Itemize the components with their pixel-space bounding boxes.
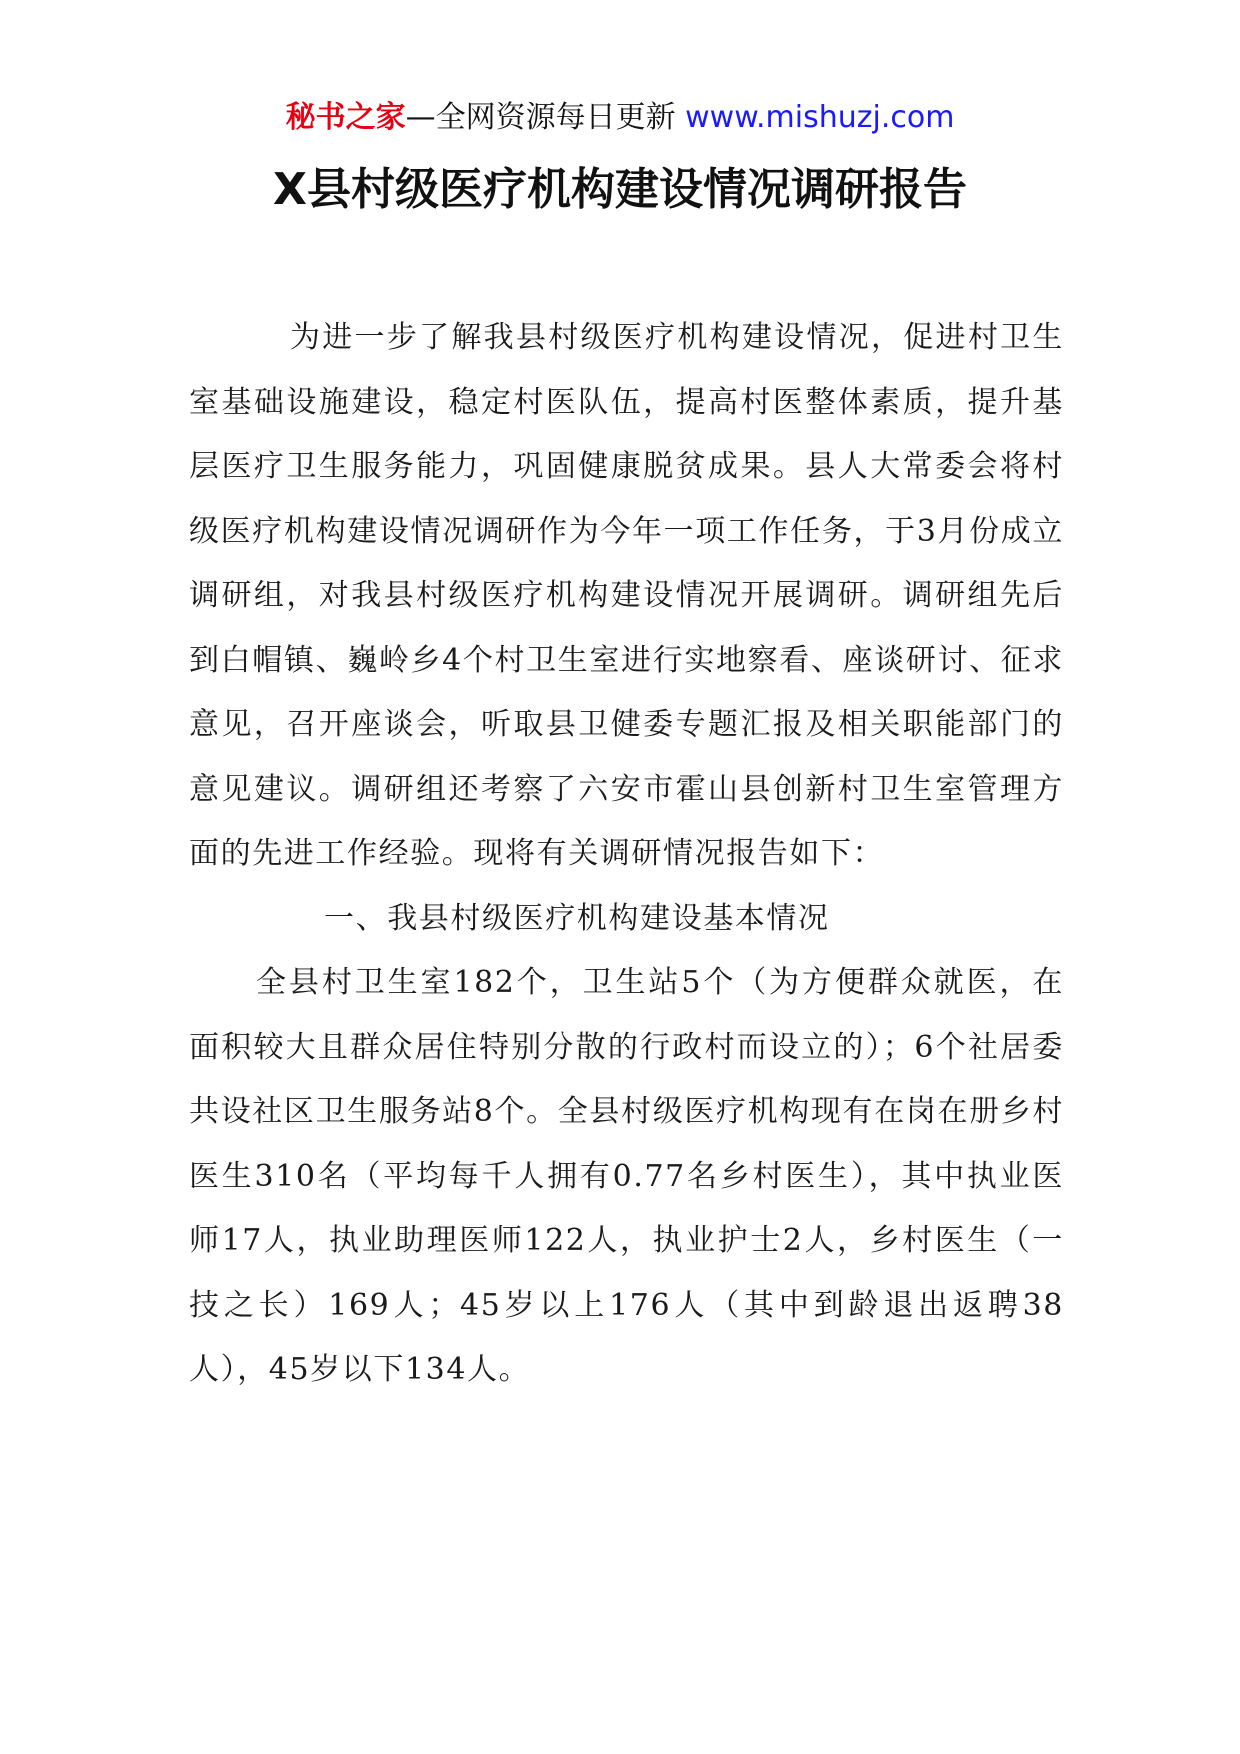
document-title: X县村级医疗机构建设情况调研报告 xyxy=(273,164,967,215)
site-url-link[interactable]: www.mishuzj.com xyxy=(685,100,955,135)
site-header xyxy=(0,98,1240,138)
section-heading: 一、我县村级医疗机构建设基本情况 xyxy=(324,900,830,936)
section-paragraph: 全县村卫生室182个，卫生站5个（为方便群众就医，在面积较大且群众居住特别分散的行政村而设立的）；6个社居委共设社区卫生服务站8个。全县村级医疗机构现有在岗在册乡村医生310名（平均每千人拥有0.77名乡村医生），其中执业医师17人，执业助理医师122人，执业护士2人，乡村医生（一技之长）169人；45岁以上176人（其中到龄退出返聘38人），45岁以下134人。 xyxy=(189,965,1064,1387)
site-brand: 秘书之家 xyxy=(285,100,406,135)
document-body xyxy=(189,306,1064,1403)
intro-paragraph: 为进一步了解我县村级医疗机构建设情况，促进村卫生室基础设施建设，稳定村医队伍，提高村医整体素质，提升基层医疗卫生服务能力，巩固健康脱贫成果。县人大常委会将村级医疗机构建设情况调研作为今年一项工作任务，于3月份成立调研组，对我县村级医疗机构建设情况开展调研。调研组先后到白帽镇、巍岭乡4个村卫生室进行实地察看、座谈研讨、征求意见，召开座谈会，听取县卫健委专题汇报及相关职能部门的意见建议。调研组还考察了六安市霍山县创新村卫生室管理方面的先进工作经验。现将有关调研情况报告如下： xyxy=(189,320,1064,871)
site-slogan: —全网资源每日更新 xyxy=(405,100,686,135)
